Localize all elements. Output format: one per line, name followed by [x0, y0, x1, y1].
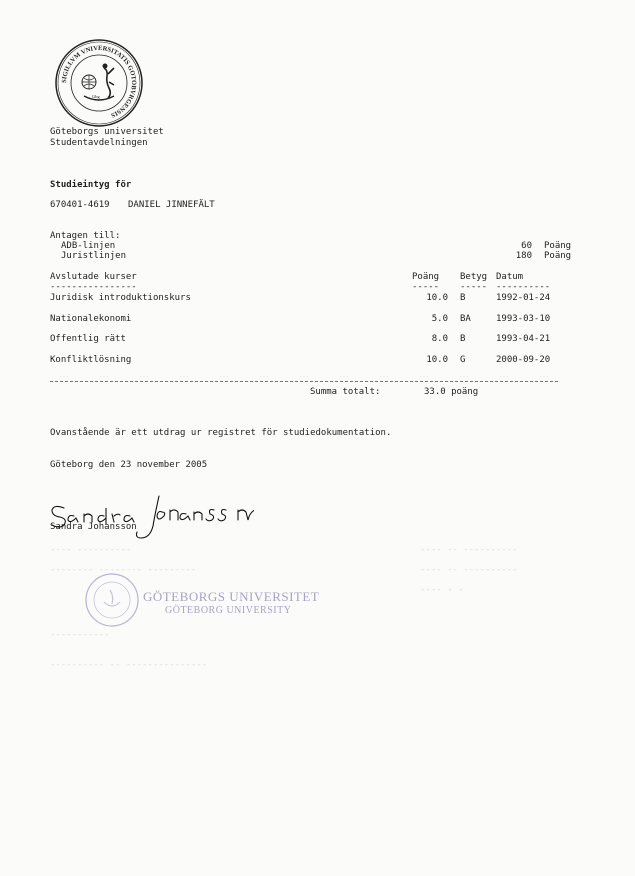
course-points: 10.0	[426, 355, 448, 365]
handwritten-signature	[44, 490, 254, 550]
program-points: 180	[515, 251, 532, 261]
col-underline-grade: -----	[460, 282, 488, 292]
course-date: 2000-09-20	[496, 355, 551, 365]
university-seal-logo	[54, 38, 144, 128]
statement-text: Ovanstående är ett utdrag ur registret för studiedokumentation.	[50, 428, 392, 438]
col-header-course: Avslutade kurser	[50, 272, 137, 282]
col-underline-points: -----	[412, 282, 440, 292]
col-header-date: Datum	[496, 272, 524, 282]
col-header-points: Poäng	[412, 272, 440, 282]
program-name: ADB-linjen	[61, 241, 116, 251]
person-name: DANIEL JINNEFÄLT	[128, 200, 215, 210]
svg-text:SIGILLVM VNIVERSITATIS GOTOBVR	[61, 45, 137, 119]
university-name: Göteborgs universitet	[50, 127, 164, 137]
course-date: 1993-04-21	[496, 334, 551, 344]
course-points: 8.0	[431, 334, 448, 344]
course-points: 5.0	[431, 314, 448, 324]
certificate-title: Studieintyg för	[50, 180, 132, 190]
course-name: Nationalekonomi	[50, 314, 132, 324]
course-grade: B	[460, 293, 466, 303]
document-page: SIGILLVM VNIVERSITATIS GOTOBVRGENSIS Gbg Göteborgs universitet Studentavdelningen Studieintyg för 670401-4619 DANIEL JINNEFÄLT Antagen till: ADB-linjen 60 Poäng Juristlinjen 180 Poäng Avslutade kurser Poäng Betyg Datum ---------------- ----- ----- ---------- Juridisk introduktionskurs 10.0 B 1992-01-24 Nationalekonomi 5.0 BA 1993-03-10 Offentlig rätt 8.0 B 1993-04-21 Konfliktlösning 10.0 G 2000-09-20 Summa totalt: 33.0 poäng Ovanstående är ett utdrag ur registret för studiedokumentation. Göteborg den 23 november 2005 Sandra Johansson ---- ---------- ---- -- ---------- -------- -------- --------- ---- -- ---------- ---- - - ----------- ---------- -- --------------- GÖTEBORGS UNIVERSITET GÖTEBORG UNIVERSITY	[0, 0, 635, 876]
col-underline-course: ----------------	[50, 282, 137, 292]
table-divider	[50, 381, 558, 382]
course-name: Offentlig rätt	[50, 334, 126, 344]
course-grade: G	[460, 355, 466, 365]
course-grade: B	[460, 334, 466, 344]
seal-ring-text: SIGILLVM VNIVERSITATIS GOTOBVRGENSIS	[60, 44, 138, 119]
course-grade: BA	[460, 314, 471, 324]
department-name: Studentavdelningen	[50, 138, 148, 148]
program-unit: Poäng	[544, 251, 572, 261]
stamp-university-name: GÖTEBORGS UNIVERSITET	[143, 589, 320, 604]
program-name: Juristlinjen	[61, 251, 127, 261]
col-underline-date: ----------	[496, 282, 551, 292]
course-date: 1993-03-10	[496, 314, 551, 324]
course-name: Juridisk introduktionskurs	[50, 293, 191, 303]
signatory-name: Sandra Johansson	[50, 522, 137, 532]
person-id: 670401-4619	[50, 200, 110, 210]
place-date: Göteborg den 23 november 2005	[50, 460, 208, 470]
col-header-grade: Betyg	[460, 272, 488, 282]
university-stamp-seal	[84, 572, 140, 628]
seal-center-text: Gbg	[92, 94, 100, 99]
total-value: 33.0 poäng	[424, 387, 479, 397]
course-date: 1992-01-24	[496, 293, 551, 303]
stamp-university-english: GÖTEBORG UNIVERSITY	[165, 605, 292, 616]
program-points: 60	[521, 241, 532, 251]
admission-label: Antagen till:	[50, 231, 121, 241]
total-label: Summa totalt:	[310, 387, 381, 397]
course-points: 10.0	[426, 293, 448, 303]
course-name: Konfliktlösning	[50, 355, 132, 365]
program-unit: Poäng	[544, 241, 572, 251]
